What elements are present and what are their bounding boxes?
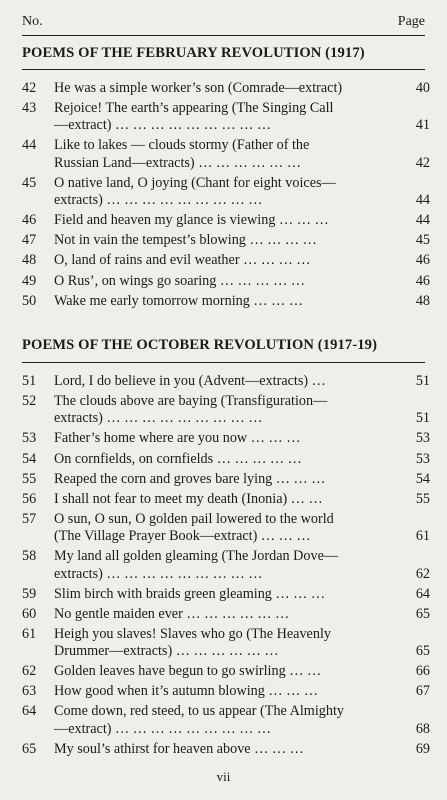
entry-title: Like to lakes — clouds stormy (Father of the Russian Land—extracts) … … … … … … [54, 137, 310, 171]
section-rule-october [22, 362, 425, 363]
entry-title: How good when it’s autumn blowing … … … [54, 683, 319, 700]
entry-number: 64 [22, 703, 37, 720]
page-number: vii [216, 769, 231, 784]
entry-title: Father’s home where are you now … … … [54, 430, 301, 447]
entry-page: 55 [415, 490, 430, 507]
entry-number: 51 [22, 373, 37, 389]
entry-number: 54 [22, 450, 37, 467]
toc-entry [22, 548, 430, 583]
entry-page: 62 [415, 565, 430, 582]
entry-title: My soul’s athirst for heaven above … … … [54, 740, 304, 757]
top-rule [22, 35, 425, 36]
entry-title: Rejoice! The earth’s appearing (The Singing Call —extract) … … … … … … … … … [54, 100, 334, 134]
section-title-october: POEMS OF THE OCTOBER REVOLUTION (1917-19) [22, 337, 378, 353]
entry-number: 62 [22, 663, 37, 680]
entry-page: 51 [415, 373, 430, 389]
toc-entry [22, 663, 430, 680]
entry-number: 44 [22, 137, 37, 154]
entry-page: 40 [415, 80, 430, 96]
number-column-label: No. [22, 14, 43, 29]
entry-number: 53 [22, 430, 37, 447]
entry-page: 67 [415, 683, 430, 700]
toc-entry [22, 175, 430, 210]
toc-entry [22, 586, 430, 603]
entry-number: 56 [22, 490, 37, 507]
entry-title: O sun, O sun, O golden pail lowered to the world (The Village Prayer Book—extract) … … … [54, 510, 334, 545]
entry-title: Wake me early tomorrow morning … … … [54, 292, 304, 309]
toc-entry [22, 373, 430, 390]
entry-title: Come down, red steed, to us appear (The Almighty —extract) … … … … … … … … … [54, 703, 344, 737]
entry-page: 48 [415, 292, 430, 309]
toc-entry [22, 293, 430, 310]
entry-page: 51 [415, 410, 430, 427]
entry-title: Reaped the corn and groves bare lying … … … [54, 470, 326, 487]
entry-number: 65 [22, 740, 37, 757]
entries-october [22, 373, 430, 761]
toc-entry [22, 430, 430, 447]
entry-number: 57 [22, 510, 37, 527]
entry-title: I shall not fear to meet my death (Inonia) … … [54, 490, 323, 507]
entry-number: 42 [22, 80, 37, 96]
entry-title: O native land, O joying (Chant for eight voices— extracts) … … … … … … … … … [54, 174, 336, 209]
entry-page: 42 [415, 154, 430, 171]
entry-number: 45 [22, 174, 37, 191]
entry-title: The clouds above are baying (Transfiguration— extracts) … … … … … … … … … [54, 393, 328, 427]
entry-number: 47 [22, 232, 37, 249]
toc-entry [22, 606, 430, 623]
toc-entry [22, 471, 430, 488]
toc-entry [22, 741, 430, 758]
entry-number: 50 [22, 292, 37, 309]
entry-number: 59 [22, 585, 37, 602]
entry-number: 60 [22, 605, 37, 622]
entry-title: Slim birch with braids green gleaming … … … [54, 585, 326, 602]
entry-number: 52 [22, 393, 37, 410]
entry-page: 44 [415, 212, 430, 229]
entry-page: 41 [415, 117, 430, 134]
entry-title: No gentle maiden ever … … … … … … [54, 605, 290, 622]
entry-page: 61 [415, 528, 430, 545]
entry-page: 44 [415, 192, 430, 209]
entry-page: 65 [415, 643, 430, 660]
toc-entry [22, 232, 430, 249]
entry-page: 69 [415, 740, 430, 757]
toc-entry [22, 212, 430, 229]
entry-number: 43 [22, 100, 37, 117]
entry-title: O Rus’, on wings go soaring … … … … … [54, 272, 306, 289]
entry-number: 63 [22, 683, 37, 700]
entry-title: My land all golden gleaming (The Jordan Dove— extracts) … … … … … … … … … [54, 548, 339, 582]
toc-entry [22, 100, 430, 135]
entry-number: 46 [22, 212, 37, 229]
entries-february [22, 80, 430, 313]
entry-page: 46 [415, 252, 430, 269]
entry-title: Lord, I do believe in you (Advent—extracts) … [54, 373, 326, 389]
entry-number: 61 [22, 625, 37, 642]
entry-number: 55 [22, 470, 37, 487]
toc-entry [22, 511, 430, 546]
section-rule-february [22, 69, 425, 70]
entry-page: 46 [415, 272, 430, 289]
entry-page: 66 [415, 663, 430, 680]
column-header [22, 14, 425, 30]
page-column-label: Page [397, 14, 425, 29]
entry-number: 48 [22, 252, 37, 269]
toc-entry [22, 252, 430, 269]
toc-entry [22, 80, 430, 97]
entry-page: 65 [415, 605, 430, 622]
toc-entry [22, 703, 430, 738]
entry-title: Golden leaves have begun to go swirling … … [54, 663, 322, 680]
entry-page: 64 [415, 585, 430, 602]
entry-number: 49 [22, 272, 37, 289]
entry-page: 53 [415, 430, 430, 447]
entry-title: Field and heaven my glance is viewing … … … [54, 212, 329, 229]
entry-title: He was a simple worker’s son (Comrade—extract) [54, 80, 343, 96]
toc-entry [22, 451, 430, 468]
toc-entry [22, 683, 430, 700]
entry-title: Heigh you slaves! Slaves who go (The Heavenly Drummer—extracts) … … … … … … [54, 625, 331, 660]
toc-entry [22, 393, 430, 428]
toc-entry [22, 273, 430, 290]
entry-title: Not in vain the tempest’s blowing … … … … [54, 232, 317, 249]
section-title-february: POEMS OF THE FEBRUARY REVOLUTION (1917) [22, 45, 365, 61]
toc-entry [22, 491, 430, 508]
entry-title: On cornfields, on cornfields … … … … … [54, 450, 302, 467]
toc-entry [22, 137, 430, 172]
toc-entry [22, 626, 430, 661]
entry-page: 68 [415, 720, 430, 737]
entry-page: 53 [415, 450, 430, 467]
entry-number: 58 [22, 548, 37, 565]
entry-page: 45 [415, 232, 430, 249]
entry-page: 54 [415, 470, 430, 487]
entry-title: O, land of rains and evil weather … … … … [54, 252, 311, 269]
